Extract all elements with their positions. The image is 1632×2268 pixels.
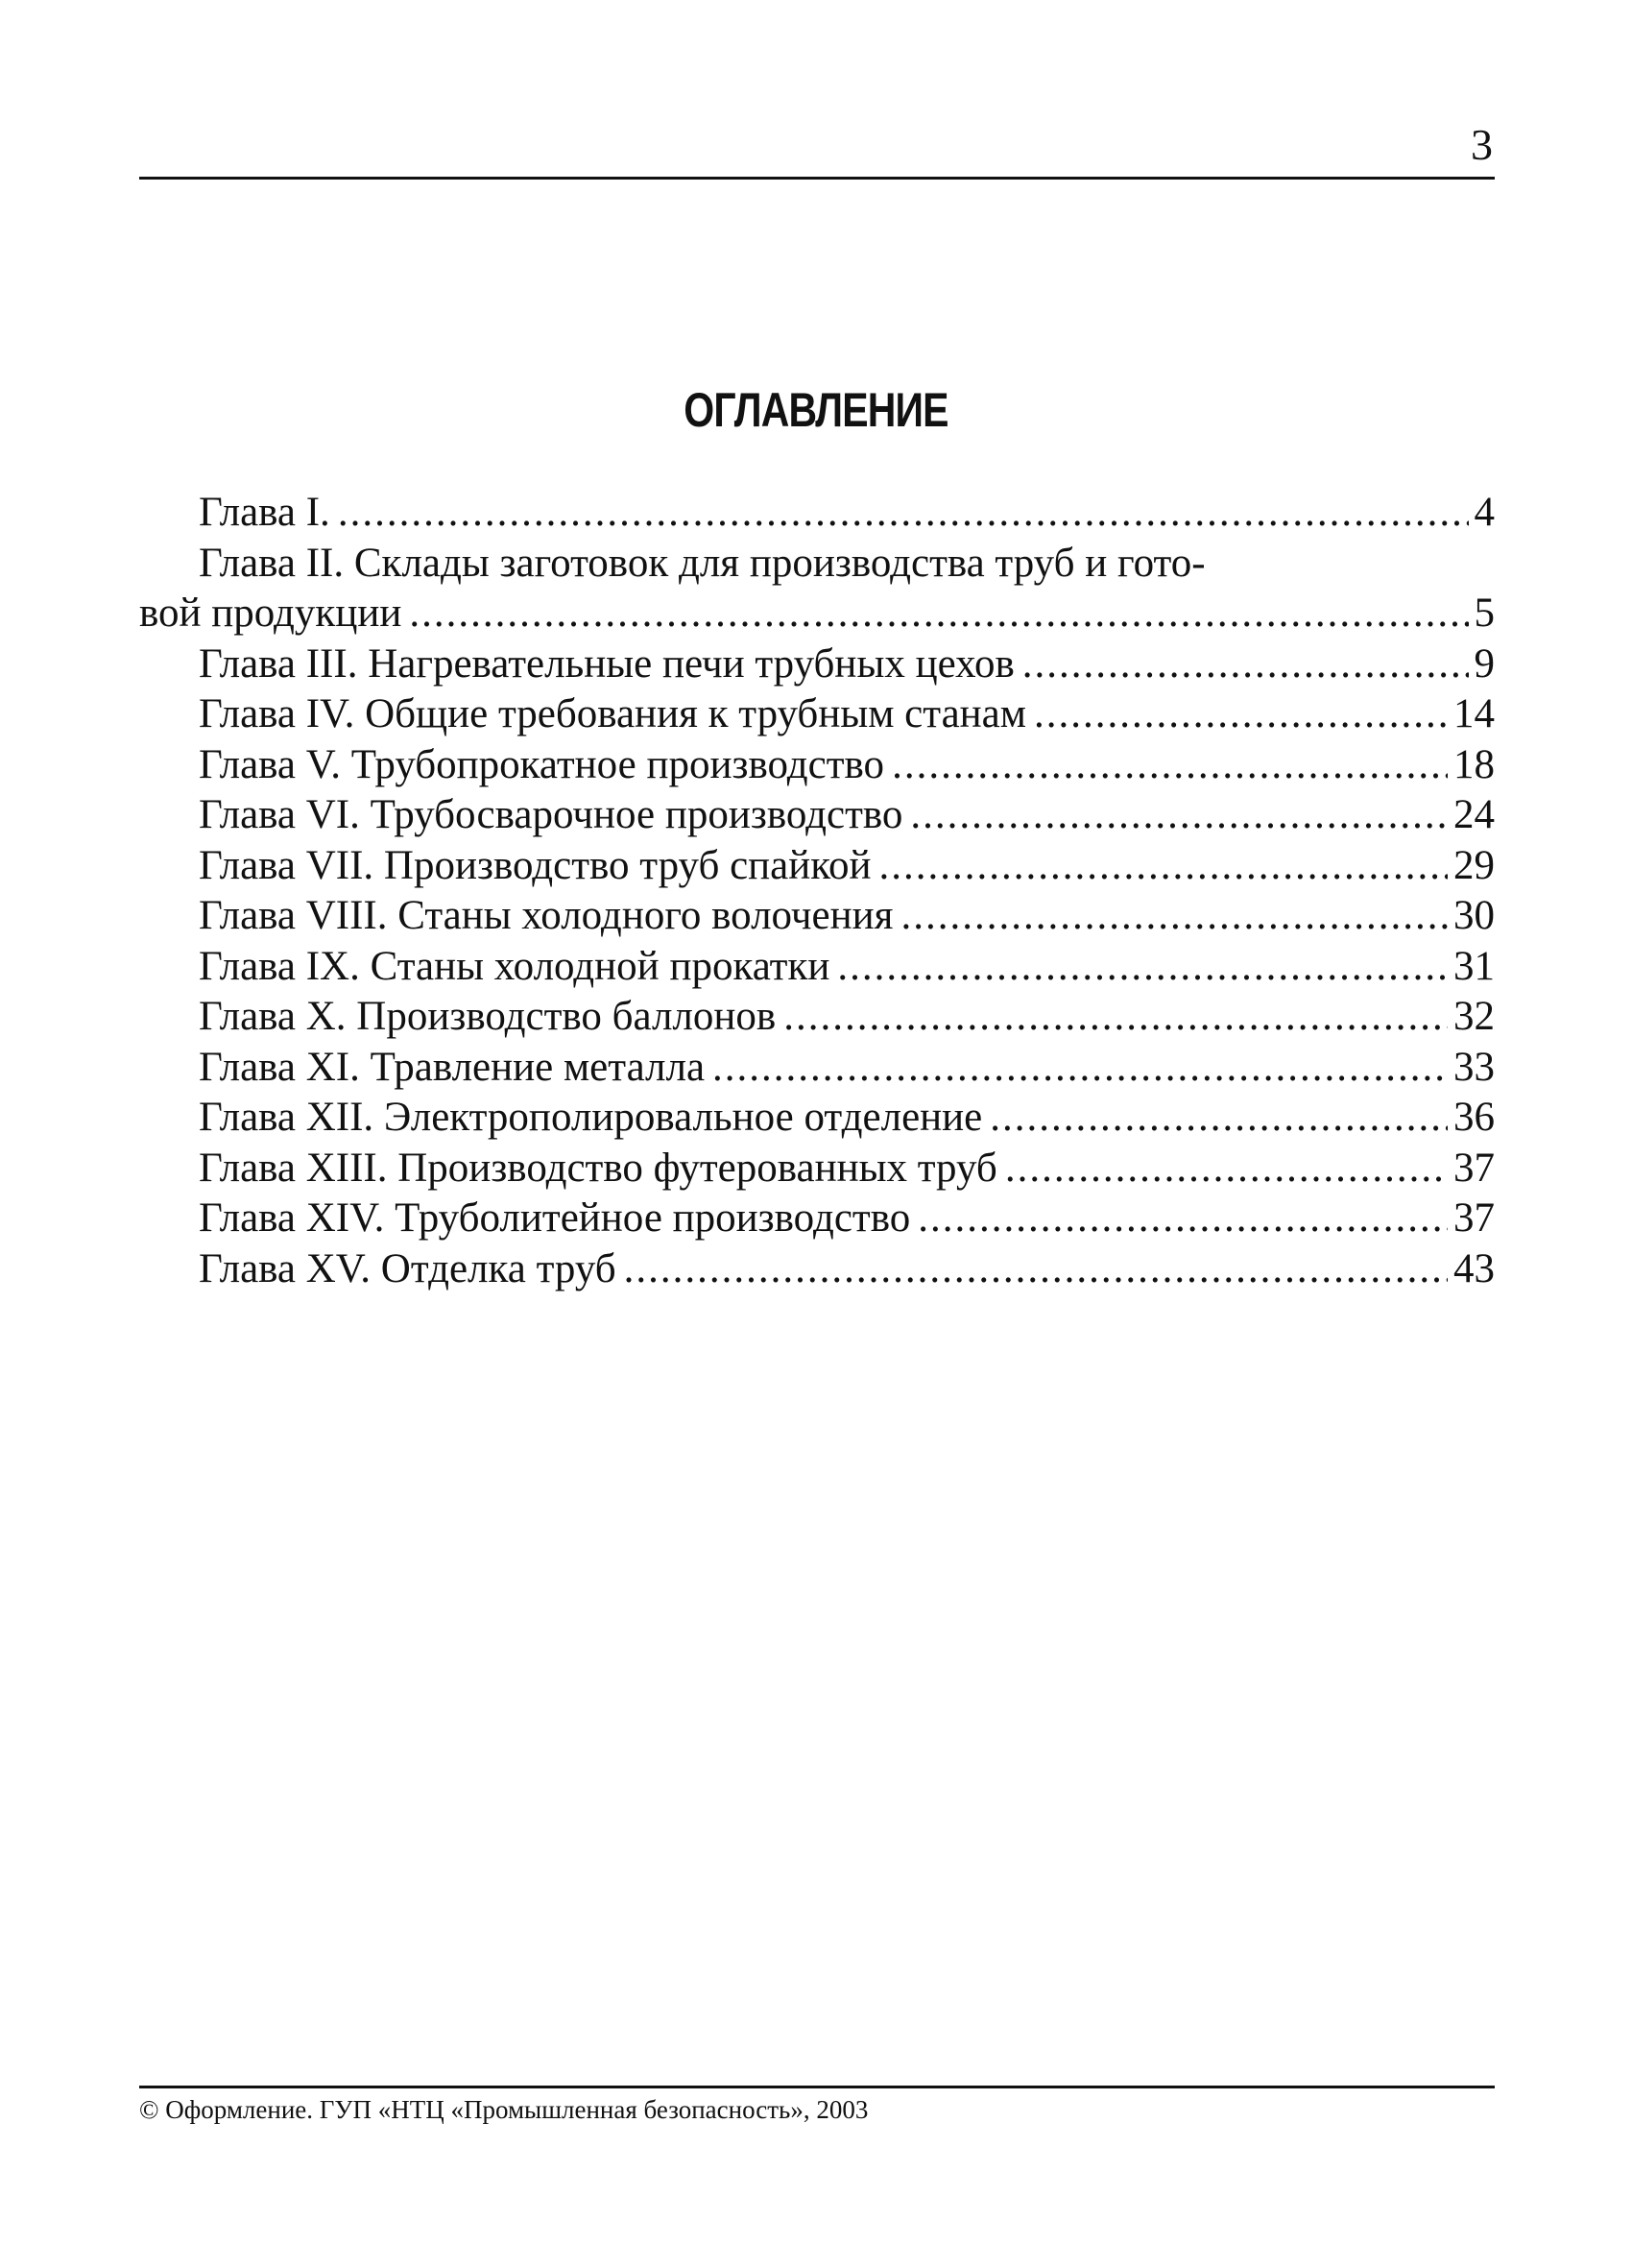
toc-entry[interactable]	[139, 841, 1495, 892]
toc-entry-label: Глава I.	[199, 490, 330, 535]
toc-entry-page: 29	[1453, 842, 1495, 888]
header-rule	[139, 177, 1495, 180]
toc-title: ОГЛАВЛЕНИЕ	[684, 383, 948, 437]
toc-entry-label: Глава XIII. Производство футерованных труб	[199, 1145, 997, 1191]
toc-dot-leader	[1022, 639, 1469, 690]
toc-entry-label: Глава XI. Травление металла	[199, 1044, 706, 1090]
toc-dot-leader	[712, 1043, 1448, 1094]
toc-entry[interactable]	[139, 488, 1495, 539]
toc-entry[interactable]	[139, 1043, 1495, 1094]
page-number: 3	[1471, 120, 1493, 169]
toc-entry-label: Глава V. Трубопрокатное производство	[199, 741, 885, 787]
toc-entry-label: Глава XIV. Труболитейное производство	[199, 1195, 911, 1241]
toc-entry-page: 18	[1453, 741, 1495, 787]
toc-entry-label-line1: Глава II. Склады заготовок для производства труб и гото-	[199, 540, 1206, 586]
toc-dot-leader	[1034, 689, 1448, 740]
table-of-contents	[139, 488, 1495, 1294]
toc-entry-label: Глава IX. Станы холодной прокатки	[199, 943, 830, 989]
toc-entry[interactable]	[139, 942, 1495, 993]
toc-entry-label: вой продукции	[139, 591, 402, 636]
toc-dot-leader	[409, 589, 1468, 639]
toc-entry-page: 37	[1453, 1145, 1495, 1191]
toc-entry-page: 14	[1453, 691, 1495, 736]
toc-entry-page: 5	[1474, 591, 1495, 636]
toc-entry[interactable]	[139, 891, 1495, 942]
toc-entry-page: 33	[1453, 1044, 1495, 1090]
toc-entry-label: Глава III. Нагревательные печи трубных цехов	[199, 640, 1015, 687]
toc-dot-leader	[918, 1194, 1448, 1244]
toc-entry[interactable]	[139, 1194, 1495, 1244]
toc-dot-leader	[990, 1093, 1448, 1144]
toc-dot-leader	[900, 891, 1448, 942]
toc-entry-label: Глава VIII. Станы холодного волочения	[199, 893, 894, 938]
toc-entry-label: Глава X. Производство баллонов	[199, 994, 777, 1039]
toc-entry-first-line[interactable]	[139, 539, 1495, 590]
toc-entry[interactable]	[139, 992, 1495, 1043]
toc-dot-leader	[783, 992, 1448, 1043]
toc-entry-page: 32	[1453, 994, 1495, 1039]
toc-dot-leader	[338, 488, 1469, 539]
toc-entry[interactable]	[139, 639, 1495, 690]
toc-entry[interactable]	[139, 1093, 1495, 1144]
toc-entry-label: Глава XV. Отделка труб	[199, 1245, 616, 1291]
toc-dot-leader	[837, 942, 1448, 993]
toc-entry-page: 43	[1453, 1245, 1495, 1291]
footer-rule	[139, 2086, 1495, 2088]
toc-entry[interactable]	[139, 740, 1495, 791]
toc-entry[interactable]	[139, 689, 1495, 740]
toc-entry[interactable]	[139, 1244, 1495, 1295]
toc-dot-leader	[624, 1244, 1448, 1295]
toc-entry[interactable]	[139, 790, 1495, 841]
toc-entry-page: 24	[1453, 792, 1495, 837]
toc-dot-leader	[879, 841, 1449, 892]
toc-entry-page: 31	[1453, 943, 1495, 989]
toc-dot-leader	[892, 740, 1448, 791]
toc-dot-leader	[1005, 1144, 1448, 1194]
toc-entry[interactable]	[139, 1144, 1495, 1194]
toc-entry-label: Глава VI. Трубосварочное производство	[199, 792, 903, 837]
toc-dot-leader	[910, 790, 1448, 841]
toc-entry-label: Глава VII. Производство труб спайкой	[199, 842, 872, 888]
toc-entry-page: 30	[1453, 893, 1495, 938]
toc-entry-page: 4	[1474, 490, 1495, 535]
toc-entry-page: 36	[1453, 1095, 1495, 1140]
toc-entry-label: Глава XII. Электрополировальное отделение	[199, 1095, 983, 1140]
footer-copyright: © Оформление. ГУП «НТЦ «Промышленная безопасность», 2003	[139, 2095, 869, 2124]
toc-entry-label: Глава IV. Общие требования к трубным станам	[199, 691, 1026, 736]
toc-entry-page: 9	[1474, 640, 1495, 687]
toc-entry-page: 37	[1453, 1195, 1495, 1241]
toc-entry[interactable]	[139, 589, 1495, 639]
